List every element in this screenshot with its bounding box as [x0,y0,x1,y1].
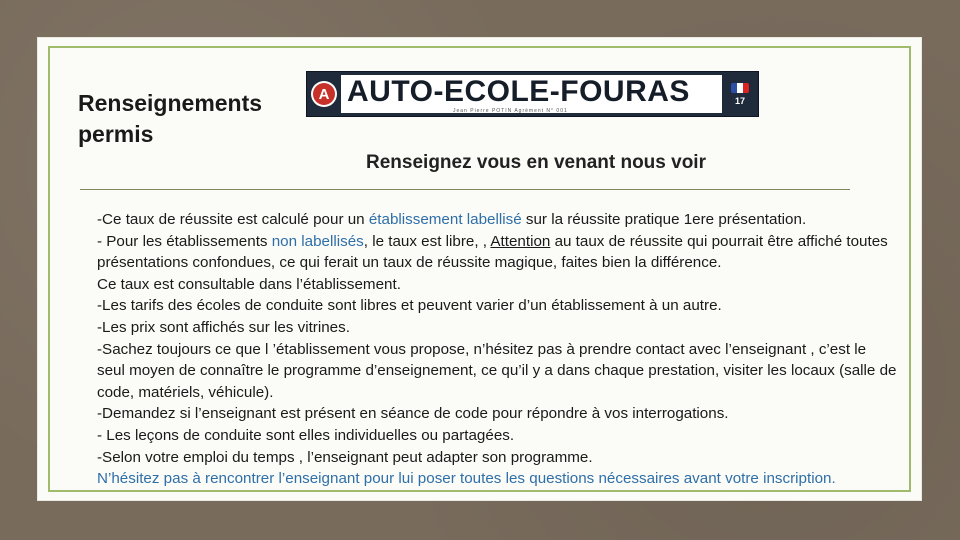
paragraph-tarifs: -Les tarifs des écoles de conduite sont libres et peuvent varier d’un établissement à un autre. [97,297,722,315]
paragraph-sachez: -Sachez toujours ce que l ’établissement vous propose, n’hésitez pas à prendre contact avec l’enseignant , c’est le seul moyen de connaître le programme d’enseignement, ce qu’il y a dans chaque prestation, visiter les locaux (salle de code, matériels, véhicule). [97,340,897,401]
paragraph-consultable: Ce taux est consultable dans l’établissement. [97,275,401,293]
paragraph-demandez: -Demandez si l’enseignant est présent en séance de code pour répondre à vos interrogations. [97,405,729,423]
paragraph-conclusion: N’hésitez pas à rencontrer l’enseignant pour lui poser toutes les questions nécessaires avant votre inscription. [97,470,836,488]
paragraph-lecons: - Les leçons de conduite sont elles individuelles ou partagées. [97,426,515,444]
paragraph-non-labellises: - Pour les établissements non labellisés, le taux est libre, , Attention au taux de réussite qui pourrait être affiché toutes présentations confondues, ce qui ferait un taux de réussite magique, faites bien la différence. [97,232,888,272]
divider [80,189,850,190]
logo-name: AUTO-ECOLE-FOURAS [347,75,690,108]
underlined-attention: Attention [490,232,551,250]
highlight-non-labellises: non labellisés [271,232,364,250]
slide-body [97,209,897,490]
flag-icon [731,83,749,93]
paragraph-taux: -Ce taux de réussite est calculé pour un établissement labellisé sur la réussite pratique 1ere présentation. [97,211,807,228]
logo-plate [341,75,722,113]
paragraph-emploi-du-temps: -Selon votre emploi du temps , l’enseignant peut adapter son programme. [97,448,593,466]
logo-a-icon: A [313,83,335,105]
highlight-labellise: établissement labellisé [368,211,522,228]
logo-department-badge [722,72,758,116]
logo-badge [307,72,341,116]
logo-department: 17 [734,95,745,106]
auto-ecole-logo [306,71,759,117]
logo-tagline: Jean Pierre POTIN Agrément N° 001 [453,108,568,114]
paragraph-prix: -Les prix sont affichés sur les vitrines. [97,318,350,336]
slide-title: Renseignements permis [78,90,263,147]
slide-subtitle: Renseignez vous en venant nous voir [366,152,706,173]
